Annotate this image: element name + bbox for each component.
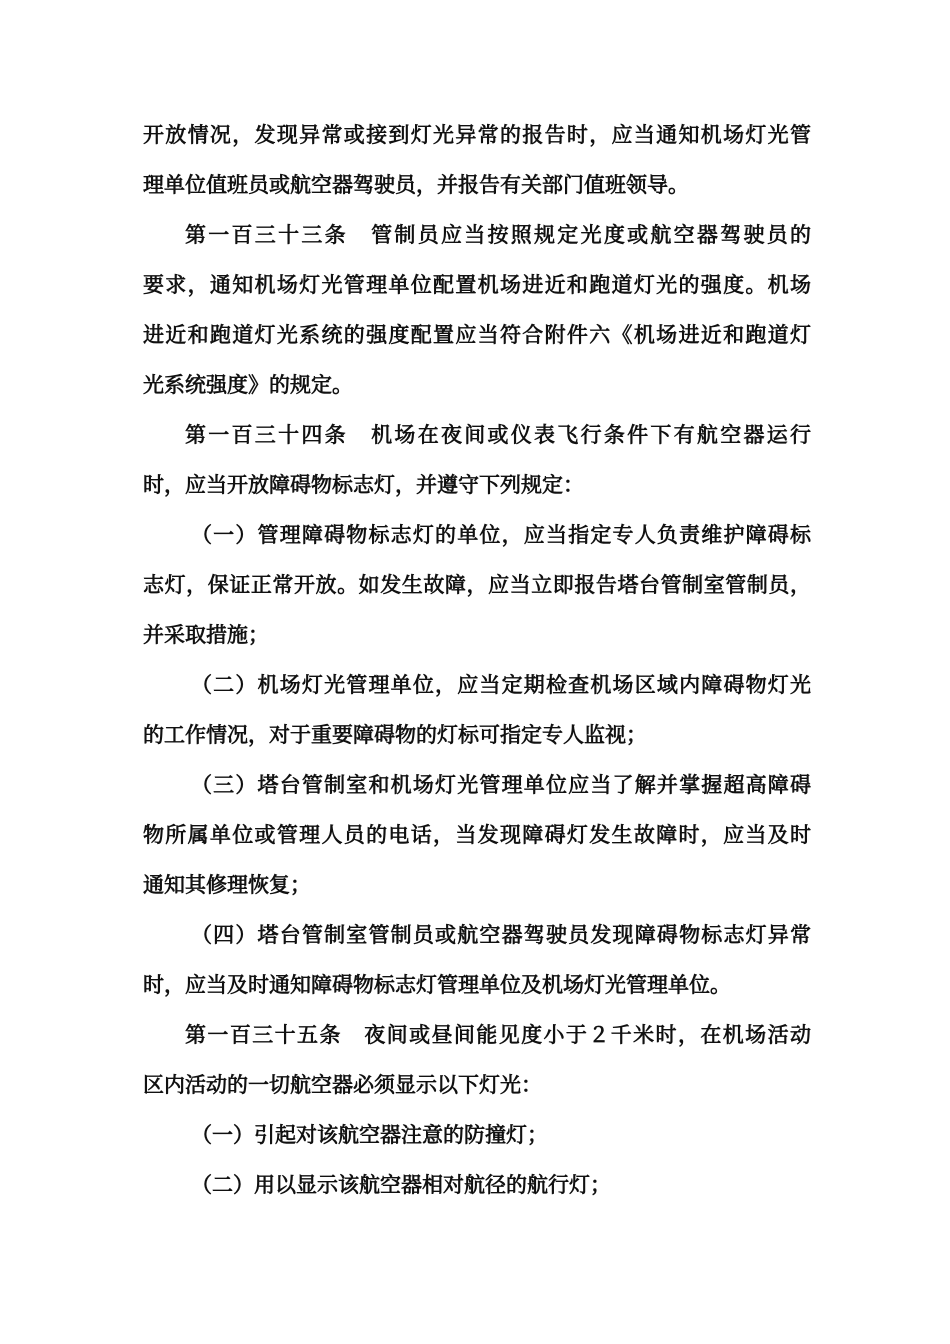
text-line: （二）机场灯光管理单位，应当定期检查机场区域内障碍物灯光 (191, 673, 811, 697)
text-line: （二）用以显示该航空器相对航径的航行灯； (191, 1173, 611, 1197)
text-line: 物所属单位或管理人员的电话，当发现障碍灯发生故障时，应当及时 (143, 823, 811, 847)
text-line: 区内活动的一切航空器必须显示以下灯光： (143, 1073, 542, 1097)
text-line: （三）塔台管制室和机场灯光管理单位应当了解并掌握超高障碍 (191, 773, 811, 797)
text-line: 第一百三十五条 夜间或昼间能见度小于２千米时，在机场活动 (185, 1023, 811, 1047)
text-line: 第一百三十三条 管制员应当按照规定光度或航空器驾驶员的 (185, 223, 811, 247)
text-line: 理单位值班员或航空器驾驶员，并报告有关部门值班领导。 (143, 173, 689, 197)
text-line: 开放情况，发现异常或接到灯光异常的报告时，应当通知机场灯光管 (143, 123, 811, 147)
text-line: （四）塔台管制室管制员或航空器驾驶员发现障碍物标志灯异常 (191, 923, 811, 947)
text-line: 时，应当及时通知障碍物标志灯管理单位及机场灯光管理单位。 (143, 973, 731, 997)
text-line: 通知其修理恢复； (143, 873, 311, 897)
text-line: 志灯，保证正常开放。如发生故障，应当立即报告塔台管制室管制员， (143, 573, 811, 597)
text-line: 进近和跑道灯光系统的强度配置应当符合附件六《机场进近和跑道灯 (143, 323, 811, 347)
text-line: 的工作情况，对于重要障碍物的灯标可指定专人监视； (143, 723, 647, 747)
text-line: （一）管理障碍物标志灯的单位，应当指定专人负责维护障碍标 (191, 523, 811, 547)
text-line: 要求，通知机场灯光管理单位配置机场进近和跑道灯光的强度。机场 (143, 273, 811, 297)
text-line: 时，应当开放障碍物标志灯，并遵守下列规定： (143, 473, 584, 497)
text-line: 并采取措施； (143, 623, 269, 647)
text-line: （一）引起对该航空器注意的防撞灯； (191, 1123, 548, 1147)
text-line: 第一百三十四条 机场在夜间或仪表飞行条件下有航空器运行 (185, 423, 811, 447)
text-line: 光系统强度》的规定。 (143, 373, 353, 397)
document-body (143, 110, 811, 1210)
